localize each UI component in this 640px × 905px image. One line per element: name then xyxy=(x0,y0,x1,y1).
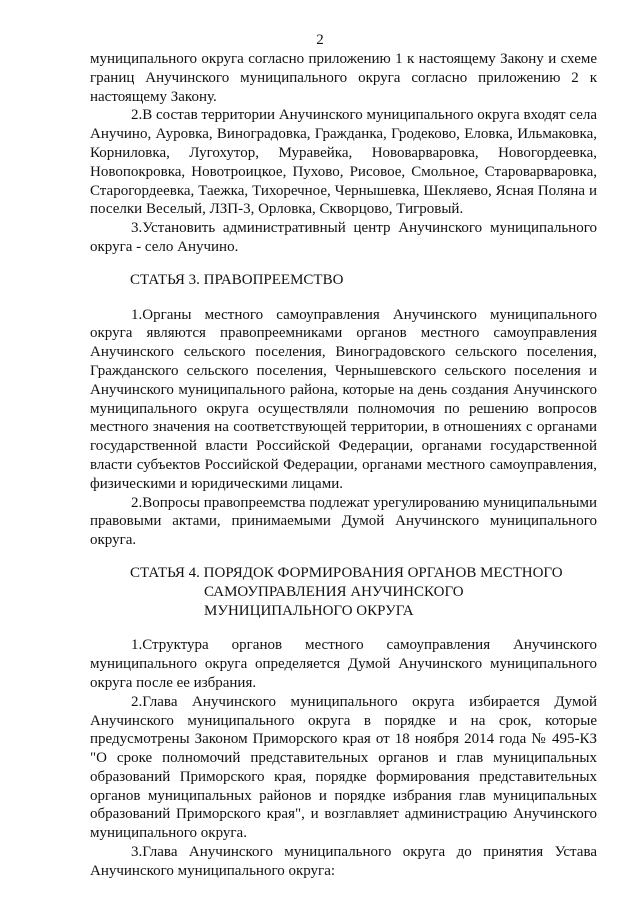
spacer xyxy=(90,620,597,636)
page-number: 2 xyxy=(316,32,324,48)
article2-paragraph-3: 3.Установить административный центр Анучинского муниципального округа - село Анучино. xyxy=(90,220,597,255)
article4-paragraph-1: 1.Структура органов местного самоуправления Анучинского муниципального округа определяется Думой Анучинского муниципального округа после ее избрания. xyxy=(90,637,597,691)
article4-paragraph-2: 2.Глава Анучинского муниципального округа избирается Думой Анучинского муниципального округа в порядке и на срок, которые предусмотрены Законом Приморского края от 18 ноября 2014 года № 495-КЗ "О сроке полномочий представительных органов и глав муниципальных образований Приморского края, порядке формирования представительных органов муниципальных районов и порядке избрания глав муниципальных образований Приморского края", и возглавляет администрацию Анучинского муниципального округа. xyxy=(90,693,597,842)
article3-heading: СТАТЬЯ 3. ПРАВОПРЕЕМСТВО xyxy=(130,271,344,288)
article4-heading-line-1: СТАТЬЯ 4. ПОРЯДОК ФОРМИРОВАНИЯ ОРГАНОВ МЕСТНОГО xyxy=(130,564,563,581)
article3-paragraph-2: 2.Вопросы правопреемства подлежат урегулированию муниципальными правовыми актами, принимаемыми Думой Анучинского муниципального округа. xyxy=(90,494,597,549)
spacer xyxy=(90,290,597,306)
spacer xyxy=(90,257,597,271)
document-body xyxy=(90,50,597,881)
spacer xyxy=(90,550,597,564)
article4-heading xyxy=(90,564,597,620)
article2-paragraph-2: 2.В состав территории Анучинского муниципального округа входят села Анучино, Ауровка, Виноградовка, Гражданка, Гродеково, Еловка, Ильмаковка, Корниловка, Лугохутор, Муравейка, Нововарваровка, Новогордеевка, Новопокровка, Новотроицкое, Пухово, Рисовое, Смольное, Староварваровка, Старогордеевка, Таежка, Тихоречное, Чернышевка, Шекляево, Ясная Поляна и поселки Веселый, ЛЗП-3, Орловка, Скворцово, Тигровый. xyxy=(90,107,598,218)
article3-paragraph-1: 1.Органы местного самоуправления Анучинского муниципального округа являются правопреемниками органов местного самоуправления Анучинского сельского поселения, Виноградовского сельского поселения, Гражданского сельского поселения, Чернышевского сельского поселения и Анучинского муниципального района, которые на день создания Анучинского муниципального округа осуществляли полномочия по решению вопросов местного значения на соответствующей территории, в отношениях с органами государственной власти Российской Федерации, органами государственной власти субъектов Российской Федерации, органами местного самоуправления, физическими и юридическими лицами. xyxy=(90,306,597,492)
article2-paragraph-continuation: муниципального округа согласно приложению 1 к настоящему Закону и схеме границ Анучинского муниципального округа согласно приложению 2 к настоящему Закону. xyxy=(90,51,597,105)
article4-heading-line-2: САМОУПРАВЛЕНИЯ АНУЧИНСКОГО xyxy=(204,583,464,600)
article4-paragraph-3: 3.Глава Анучинского муниципального округа до принятия Устава Анучинского муниципального округа: xyxy=(90,844,597,879)
article4-heading-line-3: МУНИЦИПАЛЬНОГО ОКРУГА xyxy=(204,602,414,619)
